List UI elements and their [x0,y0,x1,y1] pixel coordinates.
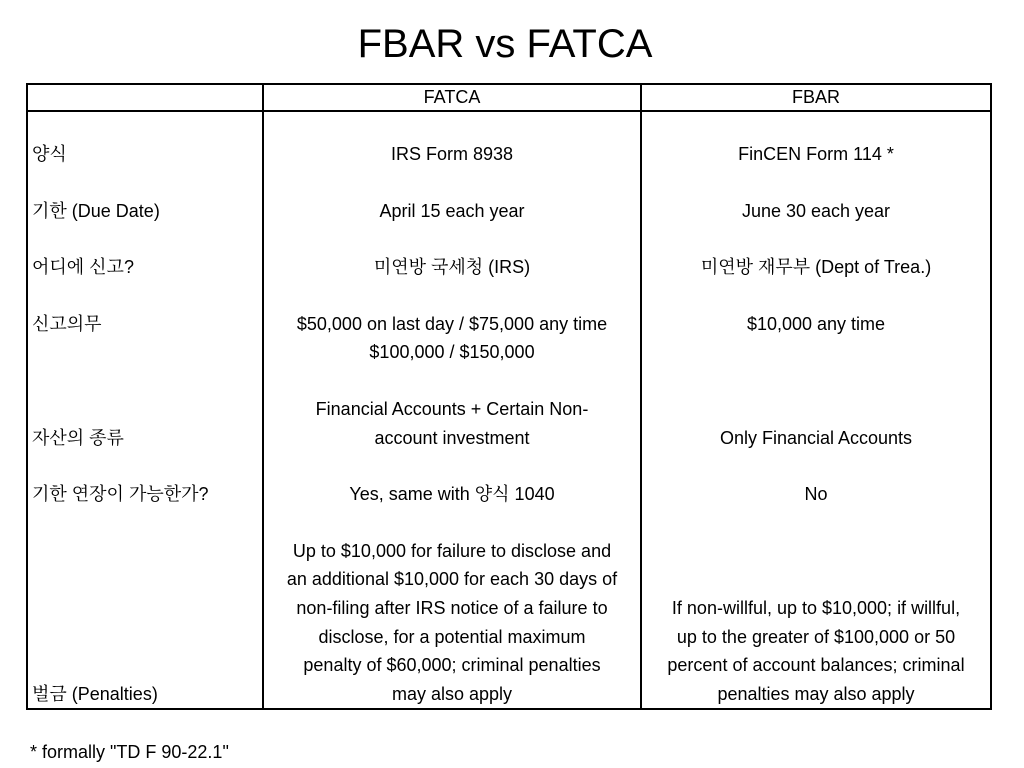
row-label-due-date: 기한 (Due Date) [27,197,263,226]
table-row-threshold [27,310,991,367]
fbar-penalties-line-2: up to the greater of $100,000 or 50 [676,626,956,647]
fatca-extension-cell [263,480,641,509]
fatca-penalties-line-1: Up to $10,000 for failure to disclose and [292,540,612,561]
fbar-due-date-text: June 30 each year [741,200,891,221]
table-row-where-to-file [27,253,991,282]
row-label-threshold: 신고의무 [27,310,263,367]
table-row-form [27,140,991,169]
fbar-where-text: 미연방 재무부 (Dept of Trea.) [700,257,932,278]
fatca-penalties-line-5: penalty of $60,000; criminal penalties [303,655,601,676]
fbar-form-text: FinCEN Form 114 * [738,144,894,164]
fbar-extension-cell [641,480,991,509]
fatca-threshold-cell [263,310,641,367]
fatca-asset-line-1: Financial Accounts + Certain Non- [315,398,589,419]
fbar-penalties-cell [641,537,991,710]
table-row-extension [27,480,991,509]
header-cell-fatca: FATCA [263,84,641,111]
footnote: * formally "TD F 90-22.1" [30,742,229,762]
fbar-threshold-text: $10,000 any time [746,313,886,334]
fbar-threshold-cell [641,310,991,367]
fbar-penalties-line-4: penalties may also apply [717,683,915,704]
fatca-threshold-line-1: $50,000 on last day / $75,000 any time [296,313,608,334]
fbar-extension-text: No [804,484,828,505]
fbar-penalties-line-1: If non-willful, up to $10,000; if willful, [671,597,961,618]
fatca-penalties-line-3: non-filing after IRS notice of a failure to [296,597,608,618]
fatca-penalties-cell [263,537,641,710]
fatca-penalties-line-4: disclose, for a potential maximum [318,626,586,647]
fbar-asset-cell [641,395,991,452]
fbar-penalties-line-3: percent of account balances; criminal [667,655,965,676]
fatca-penalties-line-6: may also apply [391,683,513,704]
fbar-where-cell [641,253,991,282]
slide-title: FBAR vs FATCA [357,22,653,66]
fbar-asset-text: Only Financial Accounts [719,427,913,448]
fatca-asset-cell [263,395,641,452]
comparison-table [26,83,992,710]
fatca-threshold-line-2: $100,000 / $150,000 [369,342,535,363]
fatca-due-date-text: April 15 each year [379,200,525,221]
row-label-asset-types: 자산의 종류 [27,395,263,452]
row-label-form: 양식 [27,140,263,169]
fbar-due-date-cell [641,197,991,226]
table-header-row [27,84,991,111]
fatca-form-cell [263,140,641,169]
fatca-where-cell [263,253,641,282]
table-row-asset-types [27,395,991,452]
row-label-extension: 기한 연장이 가능한가? [27,480,263,509]
fbar-form-cell [641,140,991,169]
fatca-where-text: 미연방 국세청 (IRS) [373,257,531,278]
table-row-due-date [27,197,991,226]
table-spacer-row [27,111,991,140]
fatca-due-date-cell [263,197,641,226]
fatca-extension-text: Yes, same with 양식 1040 [349,484,555,505]
row-label-where-to-file: 어디에 신고? [27,253,263,282]
fatca-penalties-line-2: an additional $10,000 for each 30 days of [286,569,618,590]
table-row-penalties [27,537,991,710]
fatca-form-text: IRS Form 8938 [390,144,514,164]
row-label-penalties: 벌금 (Penalties) [27,537,263,710]
header-cell-fbar: FBAR [641,84,991,111]
fatca-asset-line-2: account investment [374,427,530,448]
header-cell-empty [27,84,263,111]
